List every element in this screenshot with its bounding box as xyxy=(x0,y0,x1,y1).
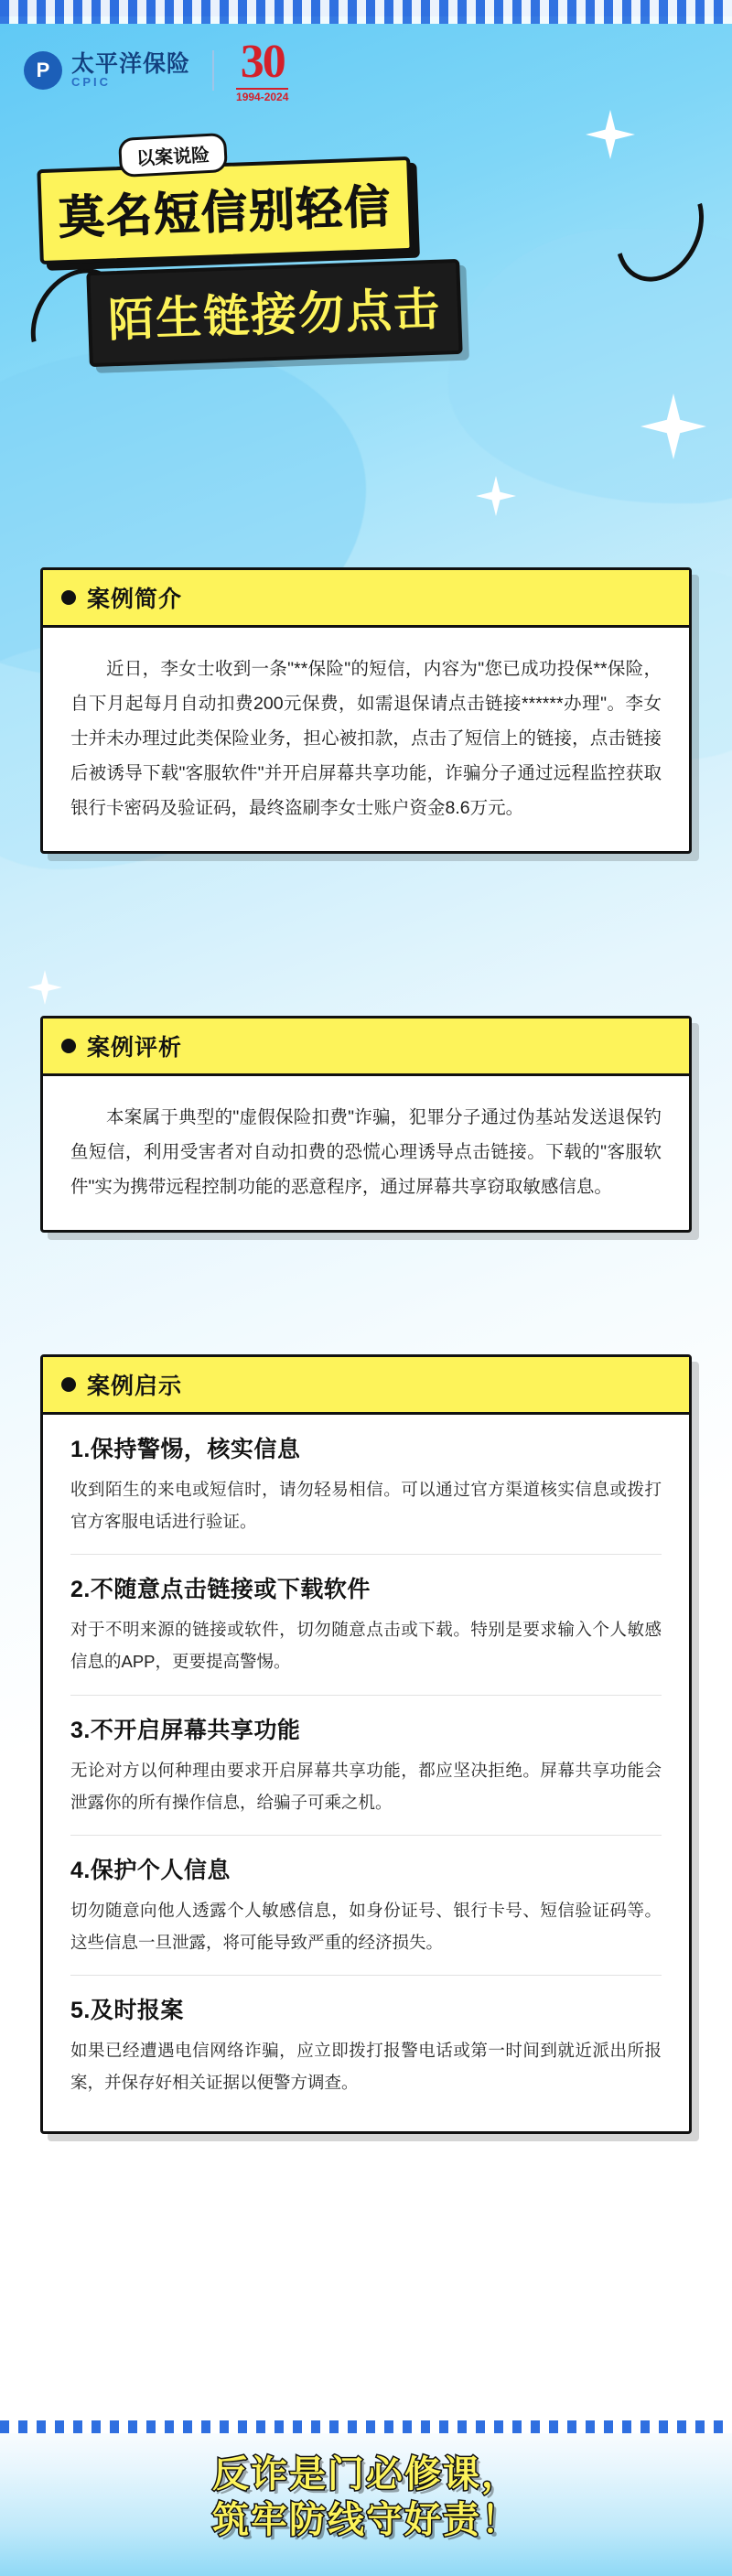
tip-item xyxy=(43,1836,689,1975)
tip-item xyxy=(43,1976,689,2115)
headline-line-1-text: 莫名短信别轻信 xyxy=(58,180,393,244)
cpic-logo xyxy=(24,51,190,90)
tip-title: 2.不随意点击链接或下载软件 xyxy=(70,1577,371,1603)
headline-line-1 xyxy=(37,156,413,264)
sparkle-icon xyxy=(586,110,635,159)
tip-item xyxy=(43,1415,689,1554)
tip-title: 5.及时报案 xyxy=(70,1998,184,2024)
anniversary-number: 30 xyxy=(240,36,285,88)
brand-name-en: CPIC xyxy=(71,75,112,90)
bullet-dot-icon xyxy=(61,1377,76,1392)
sparkle-icon xyxy=(476,476,516,516)
bullet-dot-icon xyxy=(61,590,76,605)
case-intro-body xyxy=(43,628,689,851)
case-tips-title: 案例启示 xyxy=(87,1374,183,1399)
tip-title: 4.保护个人信息 xyxy=(70,1857,231,1883)
footer-banner xyxy=(0,2420,732,2576)
case-intro-title: 案例简介 xyxy=(87,587,183,612)
tip-text: 切勿随意向他人透露个人敏感信息，如身份证号、银行卡号、短信验证码等。这些信息一旦泄露，将可能导致严重的经济损失。 xyxy=(70,1900,662,1952)
case-intro-header xyxy=(43,570,689,628)
header-divider xyxy=(212,50,214,91)
footer-slogan-line-2: 筑牢防线守好责！ xyxy=(212,2500,520,2540)
title-tag: 以案说险 xyxy=(118,133,228,178)
footer-stripe-pattern xyxy=(0,2420,732,2433)
tip-text: 收到陌生的来电或短信时，请勿轻易相信。可以通过官方渠道核实信息或拨打官方客服电话进行验证。 xyxy=(70,1480,662,1532)
tip-text: 对于不明来源的链接或软件，切勿随意点击或下载。特别是要求输入个人敏感信息的APP，更要提高警惕。 xyxy=(70,1620,662,1672)
anniversary-years: 1994-2024 xyxy=(236,88,288,102)
footer-slogan xyxy=(0,2452,732,2543)
headline-line-2-text: 陌生链接勿点击 xyxy=(107,283,442,347)
case-review-body xyxy=(43,1076,689,1230)
brand-name-cn: 太平洋保险 xyxy=(71,51,191,78)
tip-item xyxy=(43,1696,689,1835)
bullet-dot-icon xyxy=(61,1039,76,1053)
case-tips-header xyxy=(43,1357,689,1415)
tip-text: 如果已经遭遇电信网络诈骗，应立即拨打报警电话或第一时间到就近派出所报案，并保存好相关证据以便警方调查。 xyxy=(70,2041,662,2093)
decorative-blob xyxy=(448,229,732,503)
headline-line-2 xyxy=(86,259,462,367)
footer-slogan-line-1: 反诈是门必修课， xyxy=(212,2454,520,2495)
cpic-logo-icon: P xyxy=(24,51,62,90)
anniversary-badge xyxy=(236,38,288,102)
case-review-title: 案例评析 xyxy=(87,1035,183,1061)
case-tips-card xyxy=(40,1354,692,2134)
tip-item xyxy=(43,1555,689,1694)
tip-title: 1.保持警惕，核实信息 xyxy=(70,1437,301,1462)
sparkle-icon xyxy=(27,970,62,1005)
tip-title: 3.不开启屏幕共享功能 xyxy=(70,1717,301,1743)
top-stripe-pattern xyxy=(0,0,732,24)
case-review-card xyxy=(40,1016,692,1233)
case-intro-card xyxy=(40,567,692,854)
case-intro-text: 近日，李女士收到一条"**保险"的短信，内容为"您已成功投保**保险，自下月起每月自动扣费200元保费，如需退保请点击链接******办理"。李女士并未办理过此类保险业务，担心被扣款，点击了短信上的链接，点击链接后被诱导下载"客服软件"并开启屏幕共享功能，诈骗分子通过远程监控获取银行卡密码及验证码，最终盗刷李女士账户资金8.6万元。 xyxy=(70,659,662,819)
case-review-header xyxy=(43,1019,689,1076)
tip-text: 无论对方以何种理由要求开启屏幕共享功能，都应坚决拒绝。屏幕共享功能会泄露你的所有操作信息，给骗子可乘之机。 xyxy=(70,1760,662,1812)
case-review-text: 本案属于典型的"虚假保险扣费"诈骗，犯罪分子通过伪基站发送退保钓鱼短信，利用受害者对自动扣费的恐慌心理诱导点击链接。下载的"客服软件"实为携带远程控制功能的恶意程序，通过屏幕共享窃取敏感信息。 xyxy=(70,1107,662,1198)
brand-header xyxy=(0,31,732,110)
